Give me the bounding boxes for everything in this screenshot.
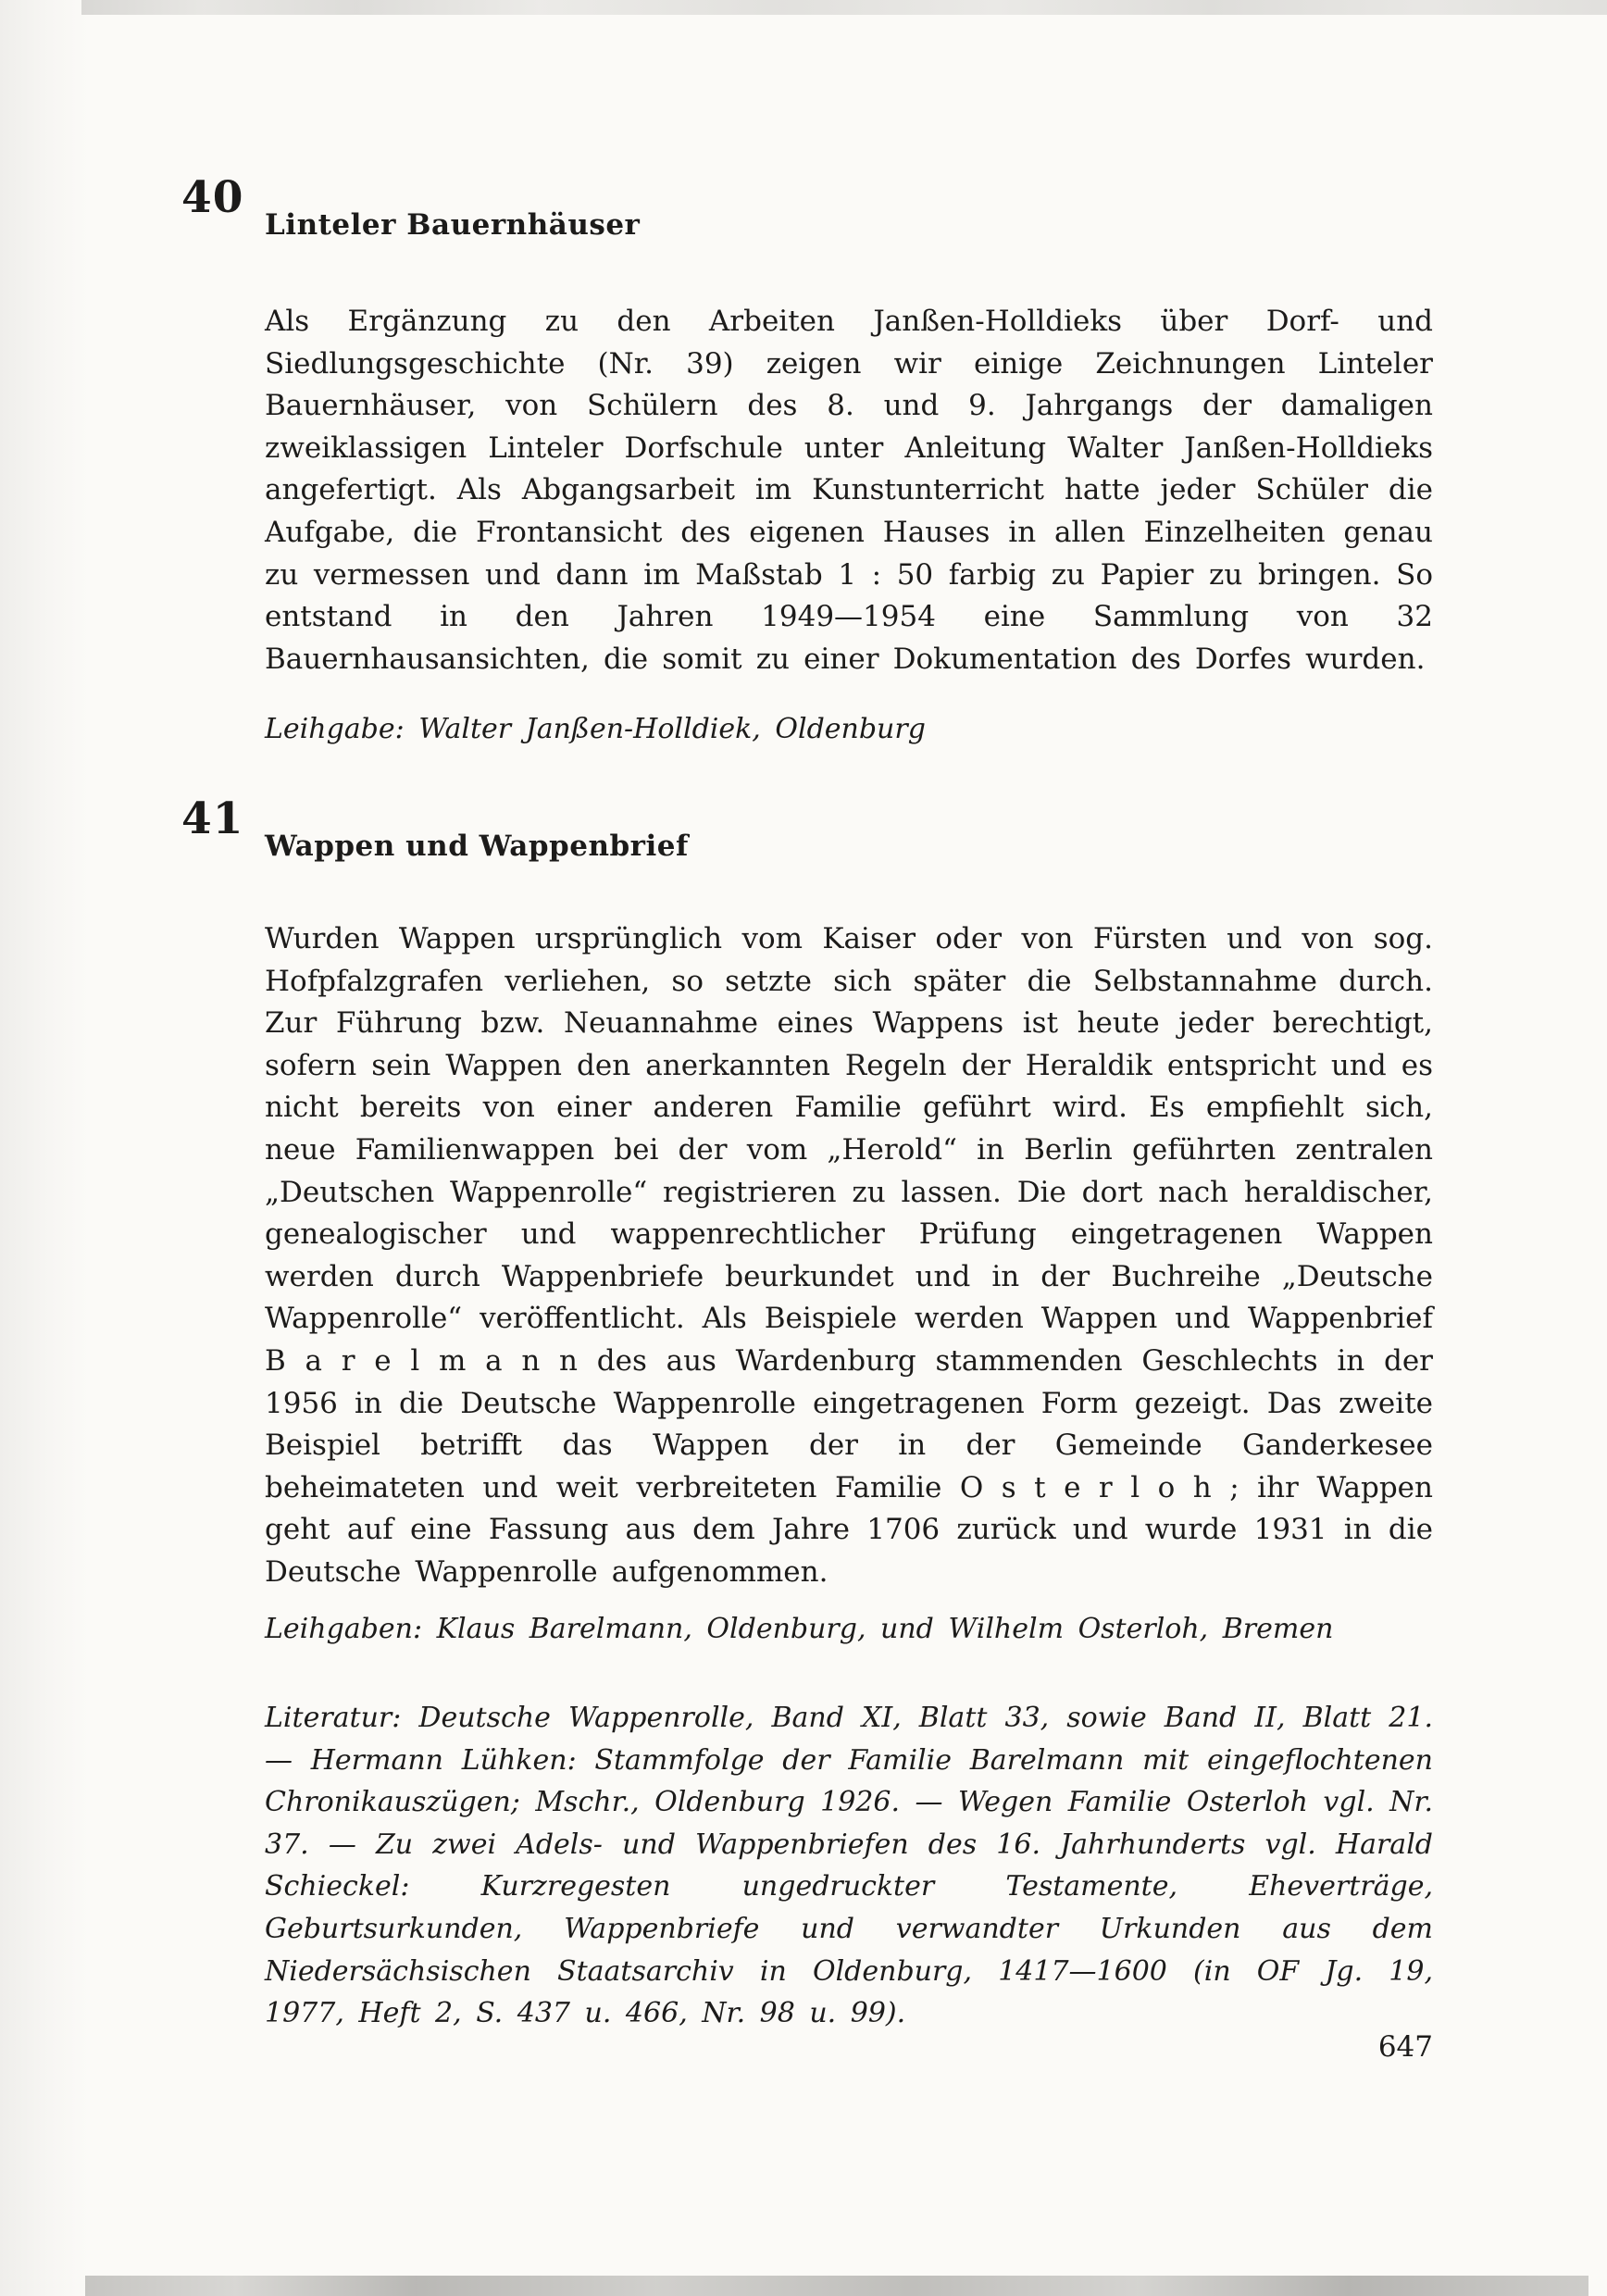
entry-number: 41 — [181, 793, 244, 844]
entry-title: Wappen und Wappenbrief — [265, 829, 689, 863]
scan-artifact-bottom — [85, 2276, 1588, 2296]
loan-credit-line: Leihgabe: Walter Janßen-Holldiek, Oldenburg — [265, 713, 926, 745]
literature-references: Literatur: Deutsche Wappenrolle, Band XI, Blatt 33, sowie Band II, Blatt 21. — Hermann Lühken: Stammfolge der Familie Barelmann mit eingeflochtenen Chronikauszügen; Mschr., Oldenburg 1926. — Wegen Familie Osterloh vgl. Nr. 37. — Zu zwei Adels- und Wappenbriefen des 16. Jahrhunderts vgl. Harald Schieckel: Kurzregesten ungedruckter Testamente, Eheverträge, Geburtsurkunden, Wappenbriefe und verwandter Urkunden aus dem Niedersächsischen Staatsarchiv in Oldenburg, 1417—1600 (in OF Jg. 19, 1977, Heft 2, S. 437 u. 466, Nr. 98 u. 99). — [265, 1702, 1433, 2030]
page-number: 647 — [1377, 2030, 1433, 2064]
scan-artifact-top — [81, 0, 1607, 15]
entry-body-text: Wurden Wappen ursprünglich vom Kaiser oder von Fürsten und von sog. Hofpfalzgrafen verliehen, so setzte sich später die Selbstannahme durch. Zur Führung bzw. Neuannahme eines Wappens ist heute jeder berechtigt, sofern sein Wappen den anerkannten Regeln der Heraldik entspricht und es nicht bereits von einer anderen Familie geführt wird. Es empfiehlt sich, neue Familienwappen bei der vom „Herold“ in Berlin geführten zentralen „Deutschen Wappenrolle“ registrieren zu lassen. Die dort nach heraldischer, genealogischer und wappenrechtlicher Prüfung eingetragenen Wappen werden durch Wappenbriefe beurkundet und in der Buchreihe „Deutsche Wappenrolle“ veröffentlicht. Als Beispiele werden Wappen und Wappenbrief B a r e l m a n n des aus Wardenburg stammenden Geschlechts in der 1956 in die Deutsche Wappenrolle eingetragenen Form gezeigt. Das zweite Beispiel betrifft das Wappen der in der Gemeinde Ganderkesee beheimateten und weit verbreiteten Familie O s t e r l o h ; ihr Wappen geht auf eine Fassung aus dem Jahre 1706 zurück und wurde 1931 in die Deutsche Wappenrolle aufgenommen. — [265, 922, 1433, 1589]
loan-credit-line: Leihgaben: Klaus Barelmann, Oldenburg, und Wilhelm Osterloh, Bremen — [265, 1613, 1334, 1645]
entry-title: Linteler Bauernhäuser — [265, 207, 641, 242]
scan-edge-shadow — [0, 0, 89, 2296]
entry-body-text: Als Ergänzung zu den Arbeiten Janßen-Holldieks über Dorf- und Siedlungsgeschichte (Nr. 39) zeigen wir einige Zeichnungen Linteler Bauernhäuser, von Schülern des 8. und 9. Jahrgangs der damaligen zweiklassigen Linteler Dorfschule unter Anleitung Walter Janßen-Holldieks angefertigt. Als Abgangsarbeit im Kunstunterricht hatte jeder Schüler die Aufgabe, die Frontansicht des eigenen Hauses in allen Einzelheiten genau zu vermessen und dann im Maßstab 1 : 50 farbig zu Papier zu bringen. So entstand in den Jahren 1949—1954 eine Sammlung von 32 Bauernhausansichten, die somit zu einer Dokumentation des Dorfes wurden. — [265, 305, 1433, 676]
entry-number: 40 — [181, 172, 244, 223]
